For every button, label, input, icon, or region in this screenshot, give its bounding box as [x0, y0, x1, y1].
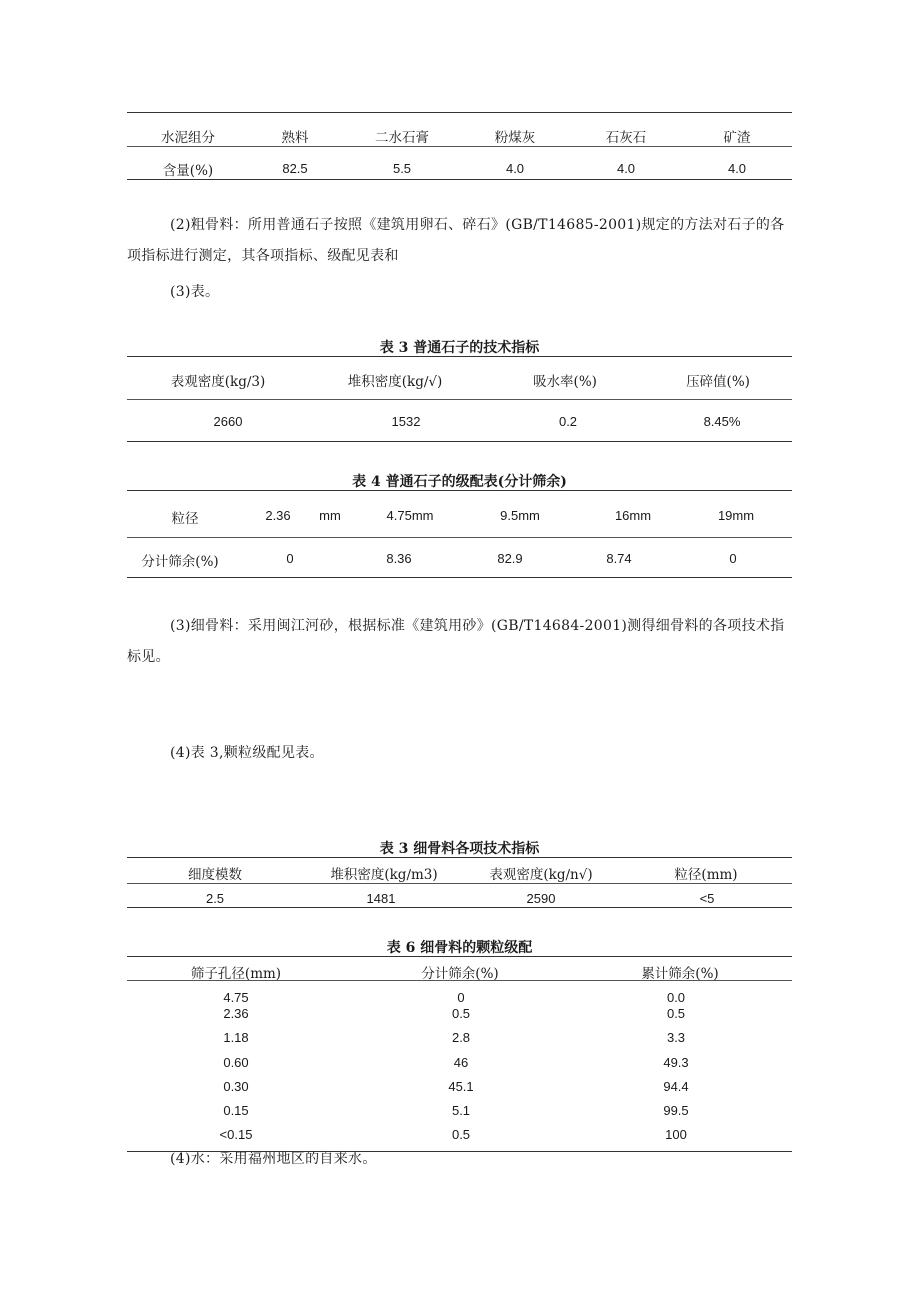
table-top-rule [127, 490, 792, 491]
table4-value-16: 8.74 [606, 551, 632, 566]
table-cell: <0.15 [219, 1127, 253, 1142]
table3b-header-bulk-density: 堆积密度(kg∕m3) [330, 867, 438, 883]
cement-value-gypsum: 5.5 [392, 161, 412, 176]
table3-caption: 表 3 普通石子的技术指标 [379, 340, 540, 356]
table4-row-label: 分计筛余(%) [141, 554, 219, 570]
table3-header-water-absorption: 吸水率(%) [533, 374, 597, 390]
table-cell: 0.0 [666, 990, 686, 1005]
table-cell: 100 [665, 1127, 687, 1142]
table-bottom-rule [127, 179, 792, 180]
table-cell: 4.75 [223, 990, 249, 1005]
table-top-rule [127, 356, 792, 357]
table3-value-crushing-value: 8.45% [703, 414, 741, 429]
cement-header-limestone: 石灰石 [605, 130, 647, 146]
table-top-rule [127, 112, 792, 113]
paragraph-fine-aggregate-line1: (3)细骨料：采用闽江河砂，根据标准《建筑用砂》(GB/T14684-2001)测得细骨料的各项技术指 [170, 618, 785, 634]
paragraph-coarse-aggregate-line2: 项指标进行测定，其各项指标、级配见表和 [127, 248, 399, 264]
table-cell: 45.1 [448, 1079, 474, 1094]
table4-value-9-5: 82.9 [497, 551, 523, 566]
table-cell: 5.1 [451, 1103, 471, 1118]
table-header-rule [127, 883, 792, 884]
cement-value-clinker: 82.5 [282, 161, 308, 176]
table3b-header-fineness-modulus: 细度模数 [188, 867, 242, 883]
table-cell: 0.60 [223, 1055, 249, 1070]
cement-value-slag: 4.0 [727, 161, 747, 176]
cement-header-component: 水泥组分 [161, 130, 215, 146]
table-cell: 49.3 [663, 1055, 689, 1070]
table4-value-2-36: 0 [286, 551, 294, 566]
table4-header-9-5mm: 9.5mm [500, 508, 540, 523]
cement-header-flyash: 粉煤灰 [494, 130, 536, 146]
table3-header-bulk-density: 堆积密度(kg∕√) [347, 374, 443, 390]
table-cell: 0.5 [666, 1006, 686, 1021]
table-cell: 0 [457, 990, 465, 1005]
table-cell: 0.30 [223, 1079, 249, 1094]
cement-header-clinker: 熟料 [281, 130, 309, 146]
table-cell: 94.4 [663, 1079, 689, 1094]
table4-header-16mm: 16mm [614, 508, 652, 523]
table-bottom-rule [127, 577, 792, 578]
table3b-value-apparent-density: 2590 [526, 891, 556, 906]
table-cell: 1.18 [223, 1030, 249, 1045]
cement-header-gypsum: 二水石膏 [375, 130, 429, 146]
table6-caption: 表 6 细骨料的颗粒级配 [386, 940, 533, 956]
table-cell: 0.5 [451, 1006, 471, 1021]
table-cell: 2.36 [223, 1006, 249, 1021]
table-cell: 0.5 [451, 1127, 471, 1142]
table6-header-sieve-size: 筛子孔径(mm) [190, 966, 282, 982]
table-cell: 99.5 [663, 1103, 689, 1118]
paragraph-water: (4)水：采用福州地区的自来水。 [170, 1151, 377, 1167]
table-cell: 0.15 [223, 1103, 249, 1118]
table3b-caption: 表 3 细骨料各项技术指标 [379, 841, 540, 857]
table3b-header-apparent-density: 表观密度(kg∕n√) [489, 867, 593, 883]
cement-header-slag: 矿渣 [723, 130, 751, 146]
table-header-rule [127, 980, 792, 981]
table3b-value-bulk-density: 1481 [366, 891, 396, 906]
table-bottom-rule [127, 907, 792, 908]
table4-value-19: 0 [729, 551, 737, 566]
cement-value-flyash: 4.0 [505, 161, 525, 176]
table3-value-bulk-density: 1532 [391, 414, 421, 429]
table4-value-4-75: 8.36 [386, 551, 412, 566]
paragraph-coarse-aggregate-line3: (3)表。 [170, 284, 220, 300]
cement-row-label: 含量(%) [162, 163, 214, 179]
table3b-header-particle-size: 粒径(mm) [674, 867, 738, 883]
table6-header-individual-retained: 分计筛余(%) [421, 966, 499, 982]
table-cell: 2.8 [451, 1030, 471, 1045]
table4-header-4-75mm: 4.75mm [386, 508, 434, 523]
table3b-value-fineness-modulus: 2.5 [205, 891, 225, 906]
table4-header-mm: mm [319, 508, 341, 523]
table-header-rule [127, 399, 792, 400]
table6-header-cumulative-retained: 累计筛余(%) [641, 966, 719, 982]
table3-value-water-absorption: 0.2 [558, 414, 578, 429]
paragraph-fine-aggregate-line2: 标见。 [127, 649, 170, 665]
table3-value-apparent-density: 2660 [213, 414, 243, 429]
table-header-rule [127, 146, 792, 147]
table4-caption: 表 4 普通石子的级配表(分计筛余) [352, 474, 567, 490]
table3-header-apparent-density: 表观密度(kg∕3) [170, 374, 266, 390]
table-bottom-rule [127, 441, 792, 442]
paragraph-coarse-aggregate-line1: (2)粗骨料：所用普通石子按照《建筑用卵石、碎石》(GB/T14685-2001)规定的方法对石子的各 [170, 217, 785, 233]
table3-header-crushing-value: 压碎值(%) [686, 374, 750, 390]
table-header-rule [127, 537, 792, 538]
table4-header-19mm: 19mm [717, 508, 755, 523]
table-bottom-rule [127, 1151, 792, 1152]
table-top-rule [127, 857, 792, 858]
table3b-value-particle-size: <5 [699, 891, 715, 906]
table-cell: 3.3 [666, 1030, 686, 1045]
table4-header-2-36: 2.36 [265, 508, 291, 523]
table-cell: 46 [453, 1055, 469, 1070]
table-top-rule [127, 956, 792, 957]
cement-value-limestone: 4.0 [616, 161, 636, 176]
table4-header-size: 粒径 [171, 511, 199, 527]
paragraph-grading-reference: (4)表 3,颗粒级配见表。 [170, 745, 324, 761]
